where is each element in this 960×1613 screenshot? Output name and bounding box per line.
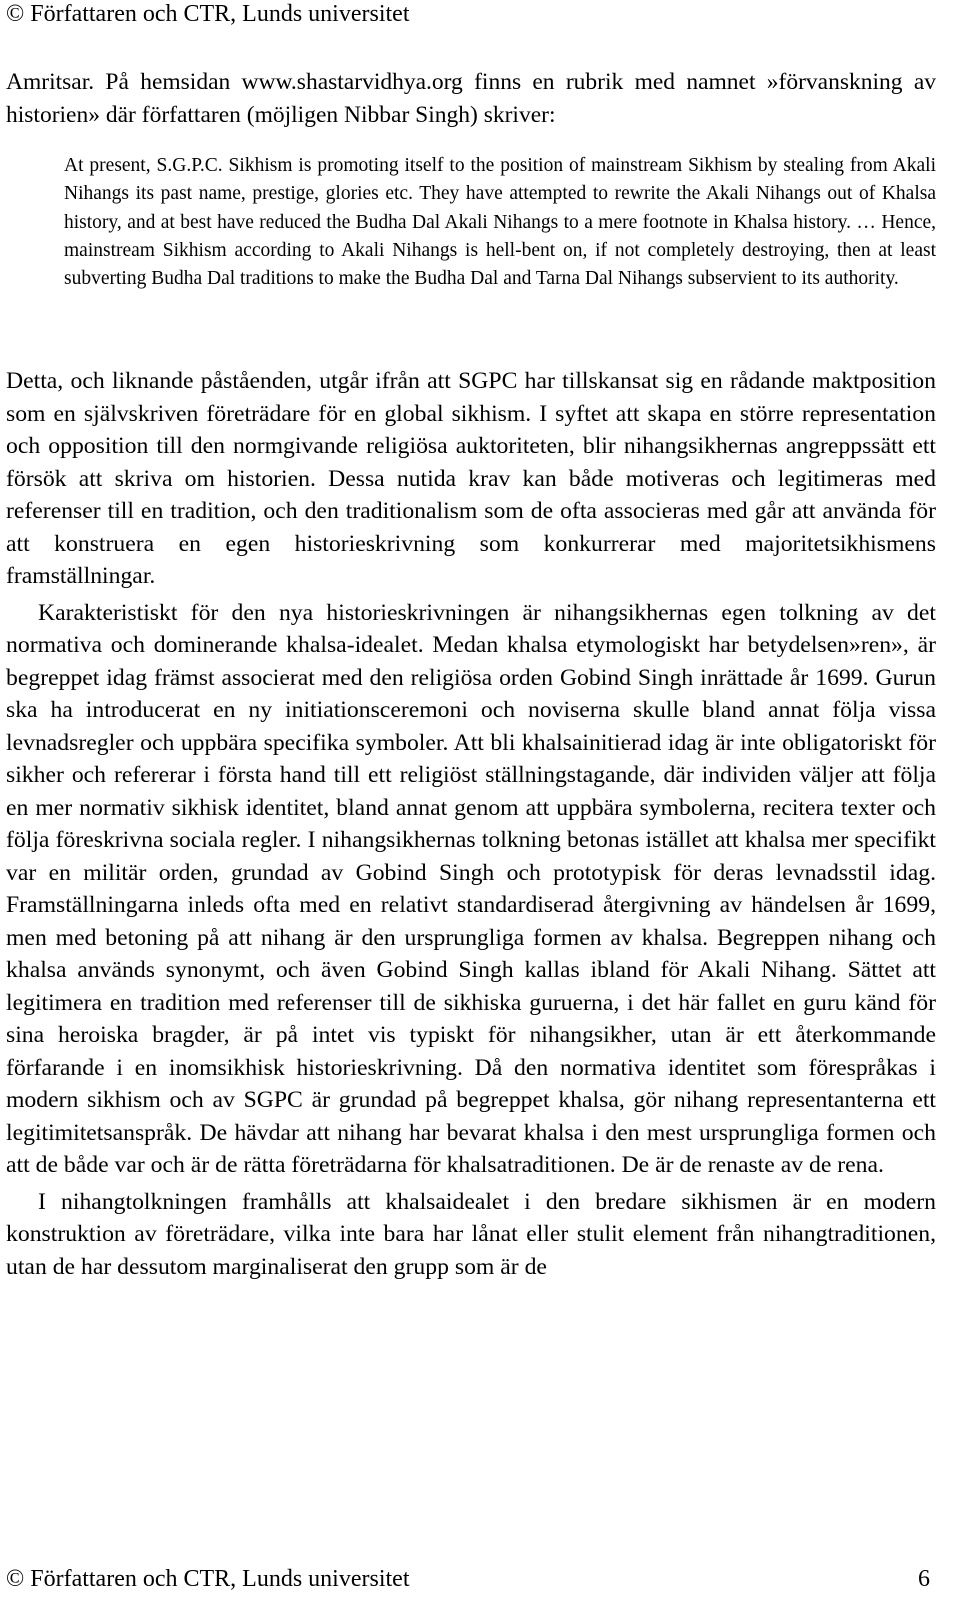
page-number: 6: [918, 1566, 930, 1592]
body-paragraph-2: Karakteristiskt för den nya historieskrivningen är nihangsikhernas egen tolkning av det normativa och dominerande khalsa-idealet. Medan khalsa etymologiskt har betydelsen»ren», är begreppet idag främst associerat med den religiösa orden Gobind Singh inrättade år 1699. Gurun ska ha introducerat en ny initiationsceremoni och noviserna skulle bland annat följa vissa levnadsregler och uppbära specifika symboler. Att bli khalsainitierad idag är inte obligatoriskt för sikher och refererar i första hand till ett religiöst ställningstagande, där individen väljer att följa en mer normativ sikhisk identitet, bland annat genom att uppbära symbolerna, recitera texter och följa föreskrivna sociala regler. I nihangsikhernas tolkning betonas istället att khalsa mer specifikt var en militär orden, grundad av Gobind Singh och prototypisk för deras levnadsstil idag. Framställningarna inleds ofta med en relativt standardiserad återgivning av händelsen år 1699, men med betoning på att nihang är den ursprungliga formen av khalsa. Begreppen nihang och khalsa används synonymt, och även Gobind Singh kallas ibland för Akali Nihang. Sättet att legitimera en tradition med referenser till de sikhiska guruerna, i det här fallet en guru känd för sina heroiska bragder, är på intet vis typiskt för nihangsikher, utan är ett återkommande förfarande i en inomsikhisk historieskrivning. Då den normativa identitet som förespråkas i modern sikhism och av SGPC är grundad på begreppet khalsa, gör nihang representanterna ett legitimitetsanspråk. De hävdar att nihang har bevarat khalsa i den mest ursprungliga formen och att de både var och är de rätta företrädarna för khalsatraditionen. De är de renaste av de rena.: [6, 599, 936, 1178]
body-text: [6, 365, 936, 1283]
block-quote: At present, S.G.P.C. Sikhism is promoting itself to the position of mainstream Sikhism by stealing from Akali Nihangs its past name, prestige, glories etc. They have attempted to rewrite the Akali Nihangs out of Khalsa history, and at best have reduced the Budha Dal Akali Nihangs to a mere footnote in Khalsa history. … Hence, mainstream Sikhism according to Akali Nihangs is hell-bent on, if not completely destroying, then at least subverting Budha Dal traditions to make the Budha Dal and Tarna Dal Nihangs subservient to its authority.: [64, 155, 936, 290]
footer-text: © Författaren och CTR, Lunds universitet: [6, 1566, 410, 1592]
intro-paragraph: Amritsar. På hemsidan www.shastarvidhya.org finns en rubrik med namnet »förvanskning av historien» där författaren (möjligen Nibbar Singh) skriver:: [6, 69, 936, 128]
page-header: [6, 0, 410, 28]
page-footer: [6, 1565, 930, 1593]
header-text: © Författaren och CTR, Lunds universitet: [6, 1, 410, 27]
body-paragraph-1: Detta, och liknande påståenden, utgår ifrån att SGPC har tillskansat sig en rådande maktposition som en självskriven företrädare för en global sikhism. I syftet att skapa en större representation och opposition till den normgivande religiösa auktoriteten, blir nihangsikhernas angreppssätt ett försök att skriva om historien. Dessa nutida krav kan både motiveras och legitimeras med referenser till en tradition, och den traditionalism som de ofta associeras med går att använda för att konstruera en egen historieskrivning som konkurrerar med majoritetsikhismens framställningar.: [6, 368, 936, 589]
body-paragraph-3: I nihangtolkningen framhålls att khalsaidealet i den bredare sikhismen är en modern konstruktion av företrädare, vilka inte bara har lånat eller stulit element från nihangtraditionen, utan de har dessutom marginaliserat den grupp som är de: [6, 1188, 936, 1280]
